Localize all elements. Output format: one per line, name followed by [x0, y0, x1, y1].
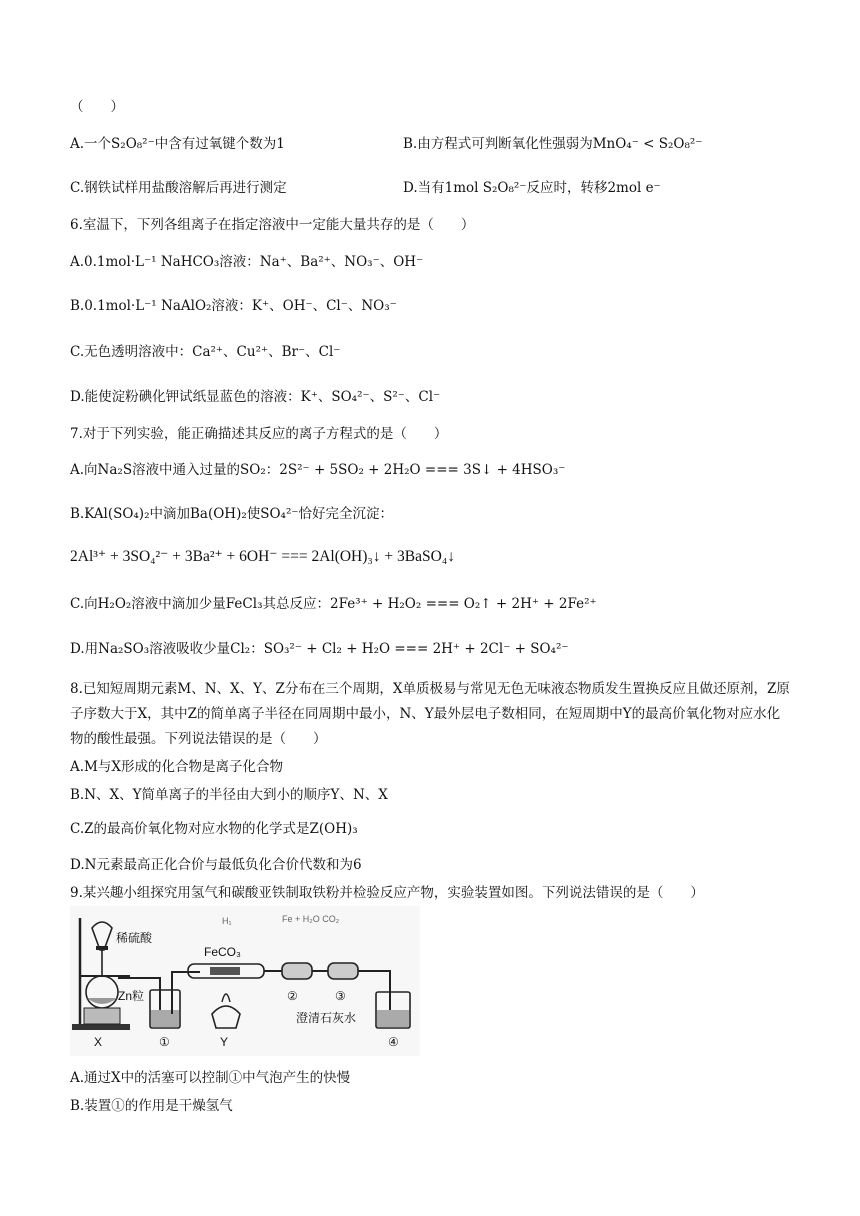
- drying-tube-3: [328, 963, 358, 979]
- q8-option-c: C.Z的最高价氧化物对应水物的化学式是Z(OH)₃: [70, 821, 358, 837]
- label-limewater: 澄清石灰水: [296, 1011, 357, 1025]
- handwritten-note-1: H₁: [222, 916, 232, 926]
- q7-option-d: D.用Na₂SO₃溶液吸收少量Cl₂：SO₃²⁻ + Cl₂ + H₂O === 2H⁺ + 2Cl⁻ + SO₄²⁻: [70, 641, 569, 657]
- q9-stem: 9.某兴趣小组探究用氢气和碳酸亚铁制取铁粉并检验反应产物，实验装置如图。下列说法错误的是（ ）: [70, 885, 704, 901]
- q9-option-b: B.装置①的作用是干燥氢气: [70, 1098, 233, 1114]
- q7-stem: 7.对于下列实验，能正确描述其反应的离子方程式的是（ ）: [70, 426, 448, 442]
- label-circle-1: ①: [159, 1035, 170, 1049]
- q8-option-d: D.N元素最高正化合价与最低负化合价代数和为6: [70, 857, 362, 873]
- label-x: X: [94, 1035, 103, 1049]
- q8-option-b: B.N、X、Y简单离子的半径由大到小的顺序Y、N、X: [70, 787, 388, 803]
- label-feco3: FeCO₃: [204, 945, 241, 959]
- q7-option-b: B.KAl(SO₄)₂中滴加Ba(OH)₂使SO₄²⁻恰好完全沉淀：: [70, 506, 394, 522]
- label-y: Y: [220, 1035, 229, 1049]
- q6-option-a: A.0.1mol·L⁻¹ NaHCO₃溶液：Na⁺、Ba²⁺、NO₃⁻、OH⁻: [70, 254, 424, 270]
- label-zn: Zn粒: [118, 989, 145, 1003]
- stand-base: [72, 1024, 130, 1030]
- drying-tube-2: [282, 963, 312, 979]
- label-circle-3: ③: [335, 989, 346, 1003]
- q6-stem: 6.室温下，下列各组离子在指定溶液中一定能大量共存的是（ ）: [70, 217, 475, 233]
- q6-option-b: B.0.1mol·L⁻¹ NaAlO₂溶液：K⁺、OH⁻、Cl⁻、NO₃⁻: [70, 298, 397, 314]
- label-dilute-acid: 稀硫酸: [116, 931, 153, 945]
- q6-option-d: D.能使淀粉碘化钾试纸显蓝色的溶液：K⁺、SO₄²⁻、S²⁻、Cl⁻: [70, 389, 441, 405]
- label-circle-4: ④: [388, 1035, 399, 1049]
- q7-option-a: A.向Na₂S溶液中通入过量的SO₂：2S²⁻ + 5SO₂ + 2H₂O === 3S↓ + 4HSO₃⁻: [70, 462, 566, 478]
- q8-option-a: A.M与X形成的化合物是离子化合物: [70, 759, 283, 775]
- q5-option-b: B.由方程式可判断氧化性强弱为MnO₄⁻ < S₂O₈²⁻: [403, 136, 703, 152]
- q9-option-a: A.通过X中的活塞可以控制①中气泡产生的快慢: [70, 1070, 351, 1086]
- q7-option-b-equation: 2Al³⁺ + 3SO₄²⁻ + 3Ba²⁺ + 6OH⁻ === 2Al(OH)₃↓ + 3BaSO₄↓: [70, 548, 455, 565]
- apparatus-figure: [70, 906, 420, 1056]
- q5-option-c: C.钢铁试样用盐酸溶解后再进行测定: [70, 180, 287, 196]
- q8-stem: 8.已知短周期元素M、N、X、Y、Z分布在三个周期，X单质极易与常见无色无味液态物质发生置换反应且做还原剂，Z原子序数大于X，其中Z的简单离子半径在同周期中最小，N、Y最外层电子数相同，在短周期中Y的最高价氧化物对应水化物的酸性最强。下列说法错误的是（ ）: [70, 681, 790, 747]
- q5-answer-bracket: （ ）: [70, 99, 124, 115]
- q6-option-c: C.无色透明溶液中：Ca²⁺、Cu²⁺、Br⁻、Cl⁻: [70, 344, 341, 360]
- handwritten-note-2: Fe + H₂O CO₂: [282, 914, 340, 924]
- q5-option-a: A.一个S₂O₈²⁻中含有过氧键个数为1: [70, 136, 285, 152]
- q5-option-d: D.当有1mol S₂O₈²⁻反应时，转移2mol e⁻: [403, 180, 661, 196]
- label-circle-2: ②: [287, 989, 298, 1003]
- q7-option-c: C.向H₂O₂溶液中滴加少量FeCl₃其总反应：2Fe³⁺ + H₂O₂ === O₂↑ + 2H⁺ + 2Fe²⁺: [70, 596, 597, 612]
